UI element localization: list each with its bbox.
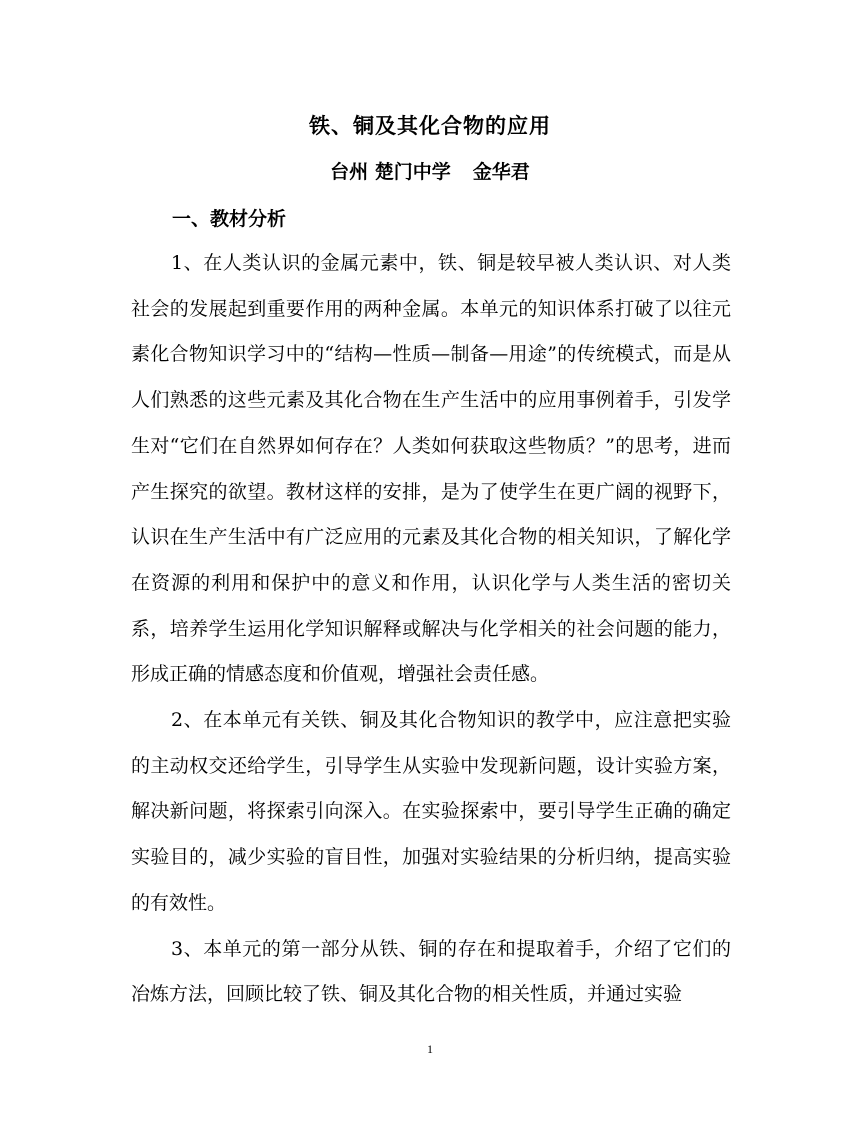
page-number: 1 (427, 1042, 433, 1056)
paragraph-2: 2、在本单元有关铁、铜及其化合物知识的教学中，应注意把实验的主动权交还给学生，引导学生从实验中发现新问题，设计实验方案，解决新问题，将探索引向深入。在实验探索中，要引导学生正确的确定实验目的，减少实验的盲目性，加强对实验结果的分析归纳，提高实验的有效性。 (131, 709, 731, 914)
paragraph-1: 1、在人类认识的金属元素中，铁、铜是较早被人类认识、对人类社会的发展起到重要作用的两种金属。本单元的知识体系打破了以往元素化合物知识学习中的“结构—性质—制备—用途”的传统模式，而是从人们熟悉的这些元素及其化合物在生产生活中的应用事例着手，引发学生对“它们在自然界如何存在？人类如何获取这些物质？”的思考，进而产生探究的欲望。教材这样的安排，是为了使学生在更广阔的视野下，认识在生产生活中有广泛应用的元素及其化合物的相关知识，了解化学在资源的利用和保护中的意义和作用，认识化学与人类生活的密切关系，培养学生运用化学知识解释或解决与化学相关的社会问题的能力，形成正确的情感态度和价值观，增强社会责任感。 (131, 252, 731, 686)
author-name: 金华君 (472, 161, 530, 183)
author-school: 台州 楚门中学 (330, 161, 451, 183)
document-title: 铁、铜及其化合物的应用 (309, 114, 551, 138)
paragraph-3: 3、本单元的第一部分从铁、铜的存在和提取着手，介绍了它们的冶炼方法，回顾比较了铁、铜及其化合物的相关性质，并通过实验 (131, 937, 731, 1006)
section-heading: 一、教材分析 (172, 208, 287, 230)
body-text (131, 241, 731, 1018)
author-line (0, 157, 860, 187)
